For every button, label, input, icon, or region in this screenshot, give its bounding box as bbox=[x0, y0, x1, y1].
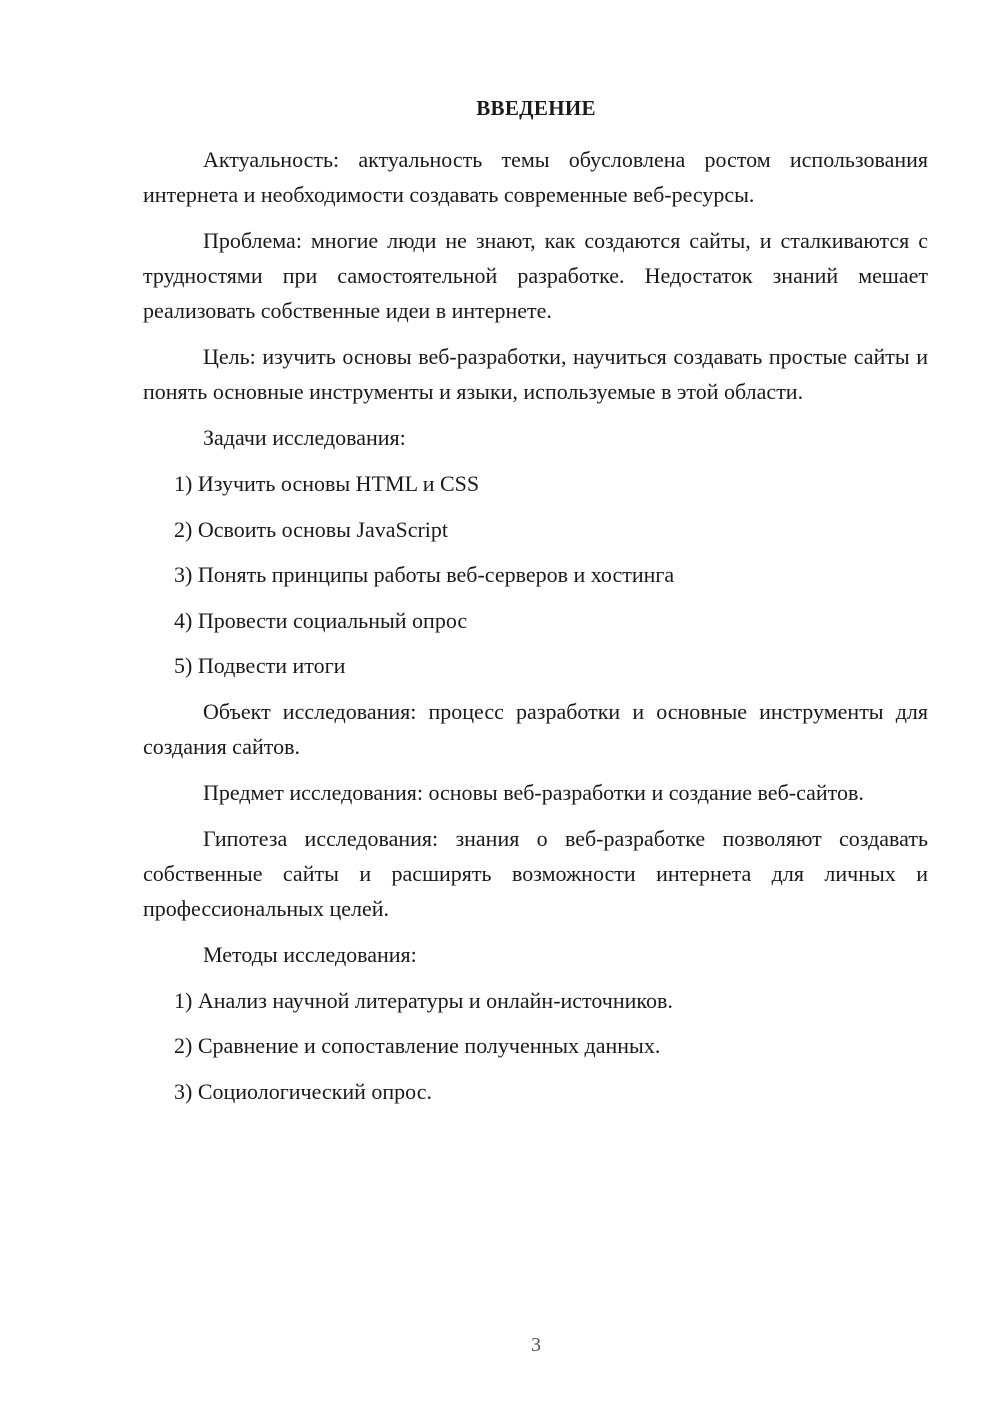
document-body bbox=[143, 142, 928, 1119]
task-item: 1) Изучить основы HTML и CSS bbox=[174, 471, 480, 496]
object-paragraph: Объект исследования: процесс разработки и основные инструменты для создания сайтов. bbox=[143, 698, 928, 759]
relevance-paragraph: Актуальность: актуальность темы обусловлена ростом использования интернета и необходимости создавать современные веб-ресурсы. bbox=[143, 147, 928, 207]
goal-paragraph: Цель: изучить основы веб-разработки, научиться создавать простые сайты и понять основные инструменты и языки, используемые в этой области. bbox=[143, 344, 928, 404]
method-item: 3) Социологический опрос. bbox=[174, 1078, 432, 1104]
task-item: 2) Освоить основы JavaScript bbox=[174, 516, 449, 542]
page-title: ВВЕДЕНИЕ bbox=[476, 96, 596, 120]
task-item: 5) Подвести итоги bbox=[174, 653, 346, 678]
hypothesis-paragraph: Гипотеза исследования: знания о веб-разработке позволяют создавать собственные сайты и расширять возможности интернета для личных и профессиональных целей. bbox=[143, 825, 928, 921]
tasks-heading: Задачи исследования: bbox=[203, 425, 406, 450]
problem-paragraph: Проблема: многие люди не знают, как создаются сайты, и сталкиваются с трудностями при самостоятельной разработке. Недостаток знаний мешает реализовать собственные идеи в интернете. bbox=[143, 228, 928, 323]
method-item: 1) Анализ научной литературы и онлайн-источников. bbox=[174, 987, 673, 1013]
method-item: 2) Сравнение и сопоставление полученных данных. bbox=[174, 1033, 661, 1058]
subject-paragraph: Предмет исследования: основы веб-разработки и создание веб-сайтов. bbox=[203, 779, 864, 805]
methods-heading: Методы исследования: bbox=[203, 941, 417, 967]
task-item: 4) Провести социальный опрос bbox=[174, 607, 468, 633]
page-number: 3 bbox=[531, 1334, 541, 1356]
task-item: 3) Понять принципы работы веб-серверов и хостинга bbox=[174, 562, 675, 587]
